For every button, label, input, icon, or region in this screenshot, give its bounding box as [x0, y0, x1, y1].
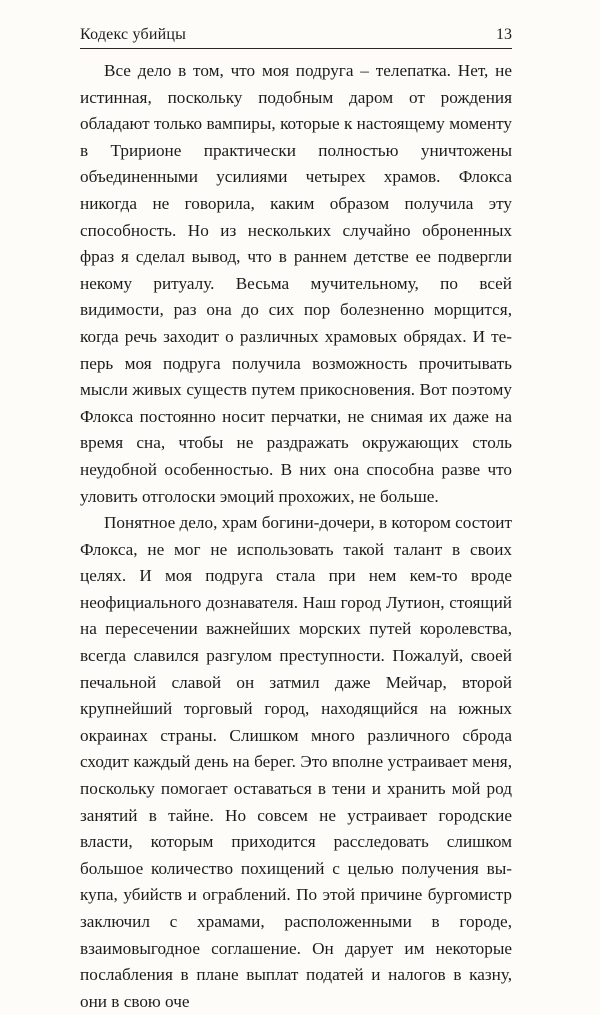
paragraph: Понятное дело, храм богини-дочери, в котором состоит Флокса, не мог не использовать такой талант в своих целях. И моя подруга стала при нем кем-то вроде неофициального дознавателя. Наш город Лутион, стоящий на пересечении важнейших морских путей королевства, всегда славился разгулом преступности. Пожалуй, своей печальной славой он затмил даже Мейчар, второй крупнейший торговый город, находящийся на южных окраинах страны. Слишком много различного сброда сходит каждый день на берег. Это вполне устраивает меня, поскольку помогает оставаться в тени и хранить мой род занятий в тайне. Но совсем не устраивает городские власти, которым приходится расследовать слишком большое количество похищений с целью получения выкупа, убийств и ограблений. По этой причине бургомистр заключил с храмами, расположенными в городе, взаимовыгодное соглашение. Он дарует им некоторые послабления в плане выплат податей и налогов в казну, они в свою оче [80, 513, 512, 1011]
running-title: Кодекс убийцы [80, 26, 187, 43]
page-number: 13 [496, 26, 512, 43]
paragraph: Все дело в том, что моя подруга – телепатка. Нет, не истинная, поскольку подобным даром от рождения обладают только вампиры, которые к настоящему моменту в Тририоне практически полностью уничтожены объединенными усилиями четырех храмов. Флокса никогда не говорила, каким образом получила эту способность. Но из нескольких случайно оброненных фраз я сделал вывод, что в раннем детстве ее подвергли некому ритуалу. Весьма мучительному, по всей видимости, раз она до сих пор болезненно морщится, когда речь заходит о различных храмовых обрядах. И теперь моя подруга получила возможность прочитывать мысли живых существ путем прикосновения. Вот поэтому Флокса постоянно носит перчатки, не снимая их даже на время сна, чтобы не раздражать окружающих столь неудобной особенностью. В них она способна разве что уловить отголоски эмоций прохожих, не больше. [80, 61, 512, 506]
page-header [80, 26, 512, 49]
page-body [80, 58, 512, 1015]
